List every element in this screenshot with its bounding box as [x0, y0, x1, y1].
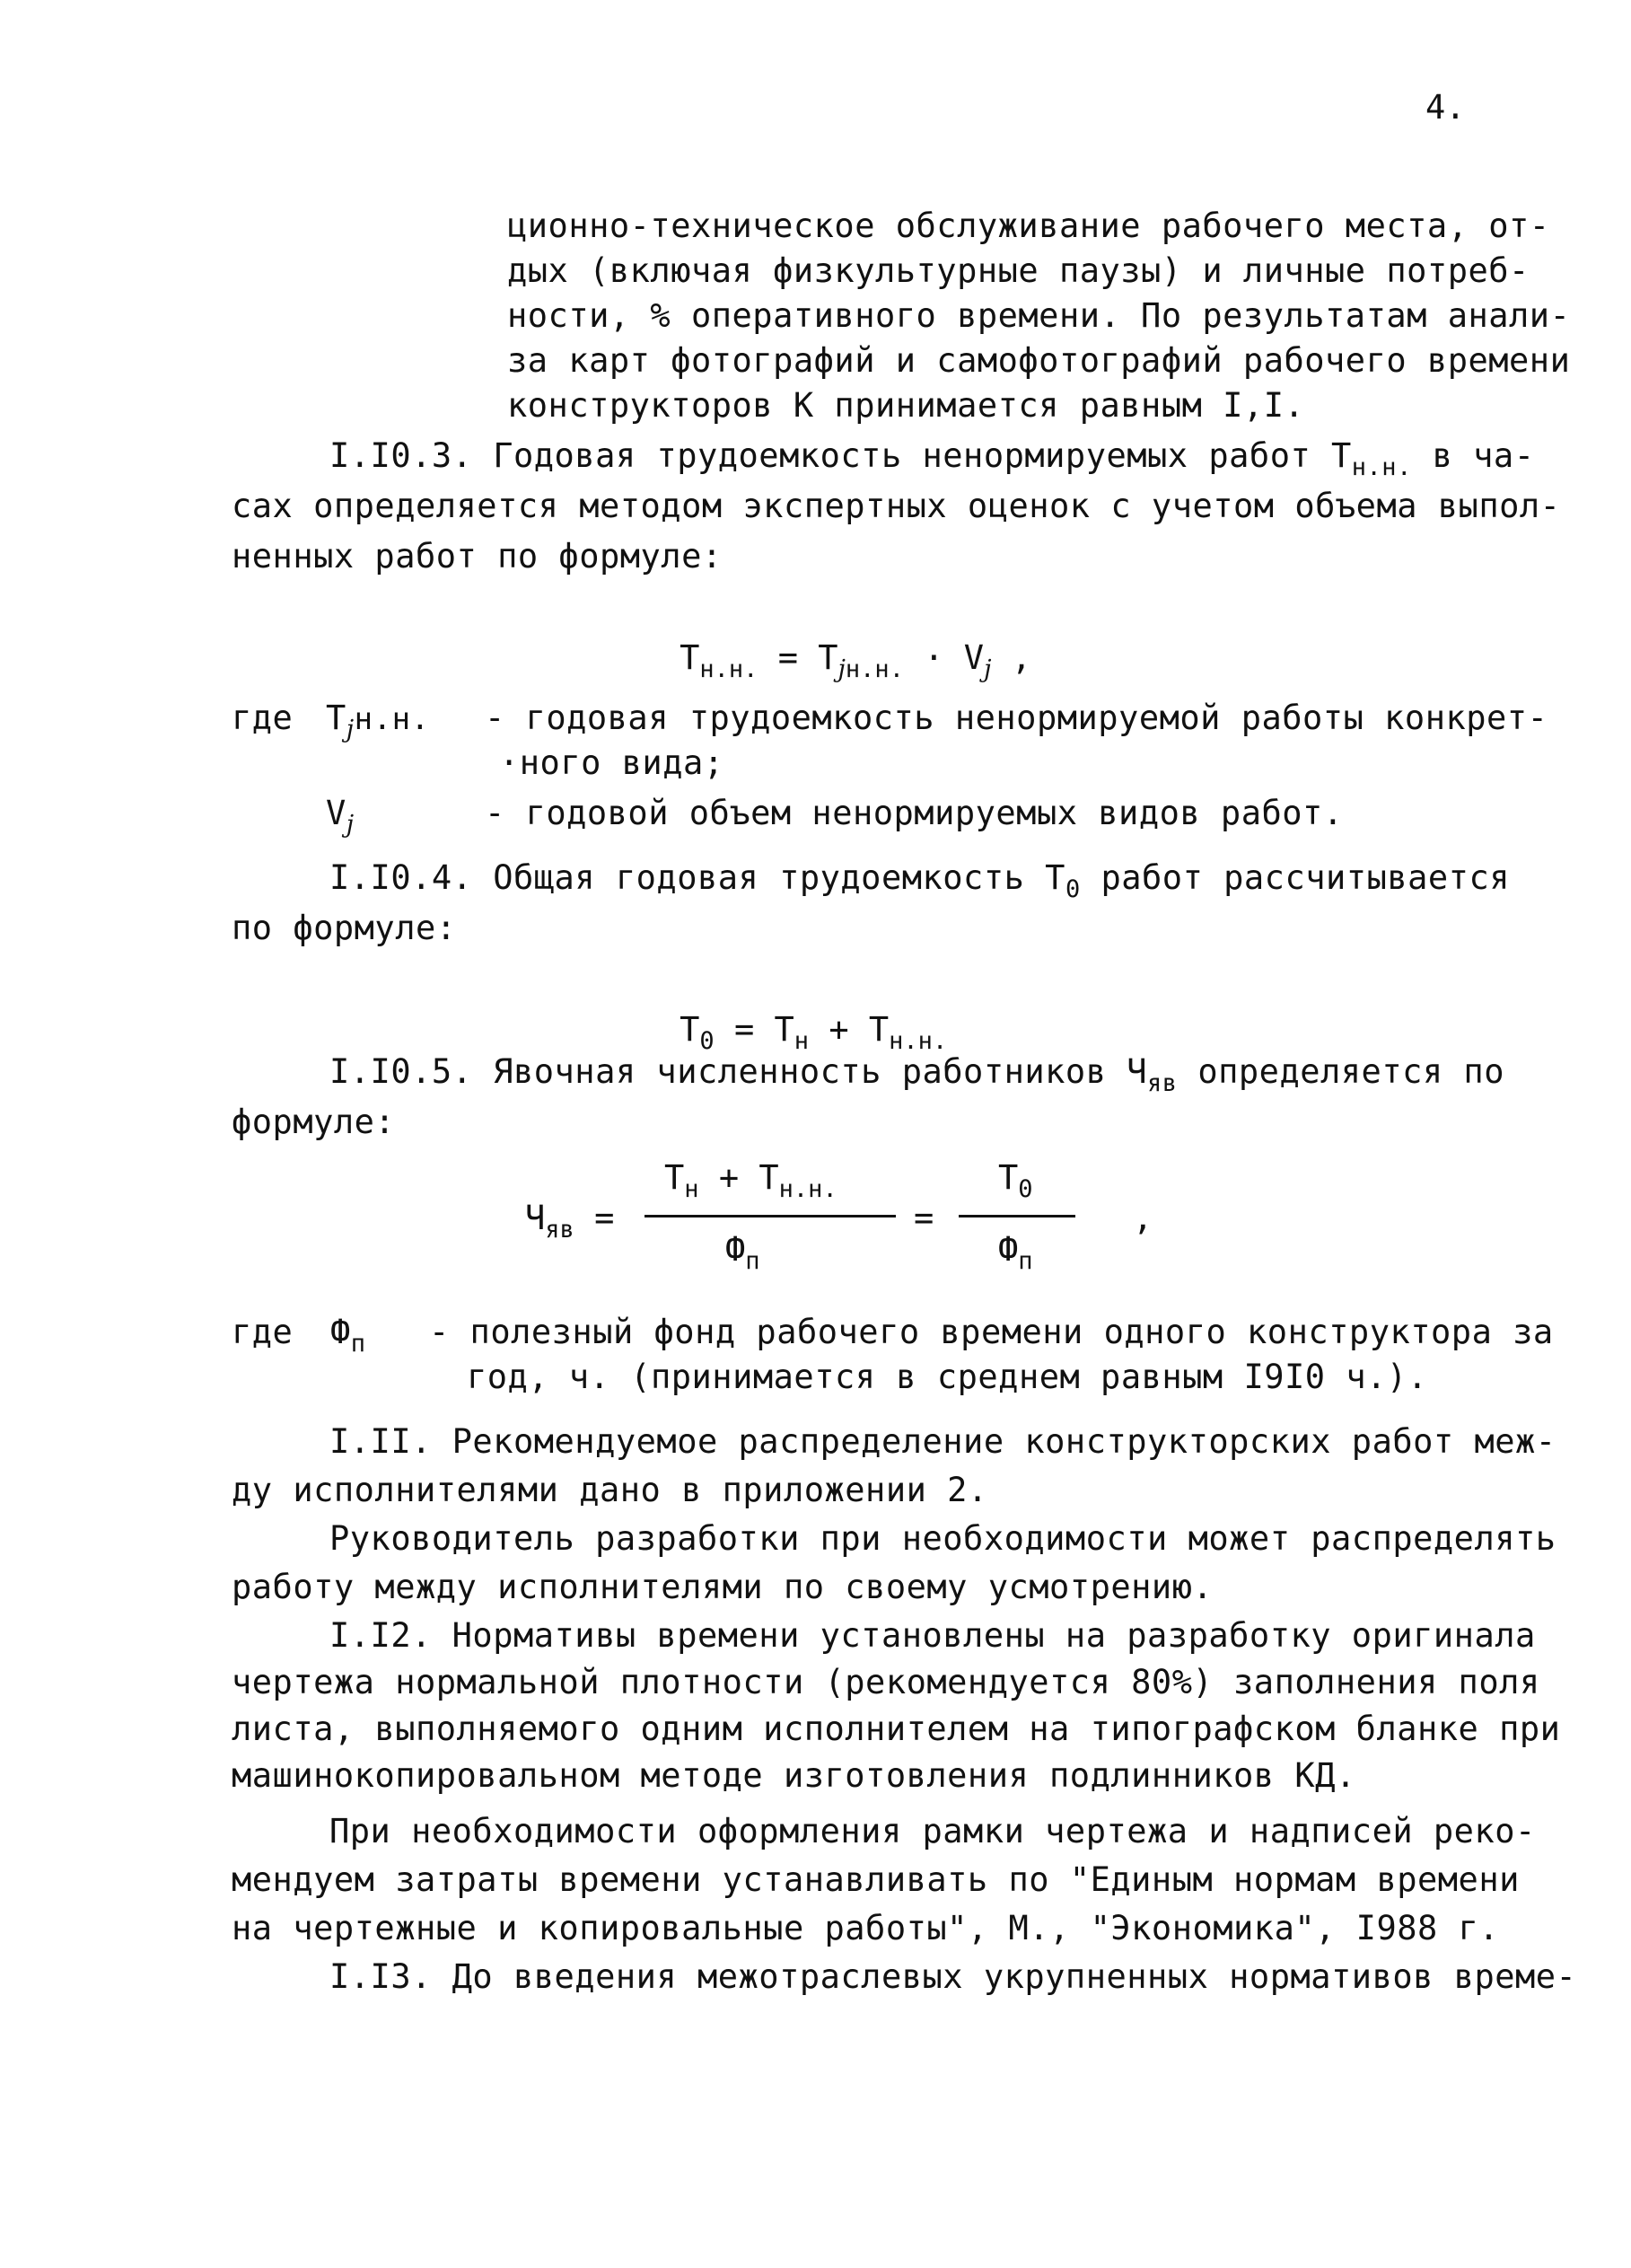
subscript: п	[745, 1247, 760, 1275]
symbol: Ф	[725, 1230, 746, 1269]
fraction-numerator	[664, 1158, 837, 1203]
text-line: листа, выполняемого одним исполнителем на типографском бланке при	[232, 1710, 1561, 1748]
text-line: ненных работ по формуле:	[232, 537, 723, 576]
subscript: 0	[1018, 1175, 1033, 1203]
defined-symbol	[326, 792, 355, 839]
text-run: I.I0.3. Годовая трудоемкость ненормируемых работ Т	[329, 436, 1352, 475]
equals-sign: =	[733, 1010, 755, 1049]
symbol: Т	[998, 1158, 1019, 1197]
text-line: мендуем затраты времени устанавливать по "Единым нормам времени	[232, 1860, 1520, 1899]
definition-text: ·ного вида;	[499, 743, 724, 782]
subscript: н	[684, 1175, 699, 1203]
defined-symbol	[330, 1311, 366, 1358]
definition-text: - годовой объем ненормируемых видов работ.	[485, 794, 1344, 832]
symbol: Т	[774, 1010, 794, 1049]
clause-1-11: I.II. Рекомендуемое распределение конструкторских работ меж-	[329, 1422, 1556, 1461]
page-number: 4.	[1425, 88, 1466, 127]
where-label: где	[232, 1313, 294, 1351]
subscript: п	[1018, 1247, 1033, 1275]
text-line: ду исполнителями дано в приложении 2.	[232, 1471, 988, 1509]
text-line: конструкторов К принимается равным I,I.	[507, 386, 1305, 425]
symbol: V	[326, 794, 346, 832]
fraction-bar	[645, 1215, 896, 1218]
formula-headcount-lhs	[525, 1199, 615, 1244]
subscript: н.н.	[778, 1175, 837, 1203]
text-line: работу между исполнителями по своему усмотрению.	[232, 1568, 1214, 1606]
subscript: j	[984, 655, 992, 683]
plus-sign: +	[718, 1158, 740, 1197]
subscript: п	[350, 1330, 366, 1358]
symbol: Ф	[330, 1313, 351, 1351]
subscript: н	[794, 1027, 810, 1055]
text-run: в ча-	[1411, 436, 1535, 475]
symbol: Ф	[998, 1230, 1019, 1269]
symbol: Т	[326, 699, 346, 737]
text-run: работ рассчитывается	[1080, 858, 1510, 897]
subscript: j	[346, 716, 355, 743]
fraction-bar	[959, 1215, 1075, 1218]
symbol: Т	[664, 1158, 685, 1197]
text-line: сах определяется методом экспертных оценок с учетом объема выпол-	[232, 487, 1561, 525]
clause-1-12: I.I2. Нормативы времени установлены на разработку оригинала	[329, 1616, 1536, 1655]
clause-1-13: I.I3. До введения межотраслевых укрупненных нормативов време-	[329, 1957, 1577, 1996]
definition-text: год, ч. (принимается в среднем равным I9I0 ч.).	[467, 1358, 1428, 1396]
clause-1-10-3	[329, 435, 1535, 481]
text-line: ности, % оперативного времени. По результатам анали-	[507, 296, 1571, 335]
definition-text: - полезный фонд рабочего времени одного конструктора за	[429, 1313, 1554, 1351]
fraction-numerator	[998, 1158, 1033, 1203]
text-run: I.I0.5. Явочная численность работников Ч	[329, 1052, 1148, 1091]
where-label: где	[232, 699, 294, 737]
subscript: н.н.	[354, 701, 430, 737]
subscript: н.н.	[699, 655, 759, 683]
symbol: Т	[759, 1158, 779, 1197]
dot-operator: ·	[924, 638, 944, 677]
text-line: машинокопировальном методе изготовления подлинников КД.	[232, 1756, 1356, 1795]
subscript: н.н.	[845, 655, 904, 683]
subscript: н.н.	[889, 1027, 948, 1055]
symbol: Т	[868, 1010, 890, 1049]
subscript: 0	[1065, 875, 1081, 903]
plus-sign: +	[829, 1010, 849, 1049]
symbol: Т	[680, 638, 700, 677]
definition-text: - годовая трудоемкость ненормируемой работы конкрет-	[485, 699, 1548, 737]
symbol: Ч	[525, 1199, 546, 1237]
text-line: дых (включая физкультурные паузы) и личные потреб-	[507, 251, 1530, 290]
text-run: определяется по	[1177, 1052, 1504, 1091]
text-line: по формуле:	[232, 909, 457, 947]
subscript: j	[837, 655, 846, 683]
text-line: формуле:	[232, 1103, 396, 1141]
equals-sign: =	[914, 1199, 934, 1237]
clause-1-10-5	[329, 1050, 1504, 1097]
text-line: чертежа нормальной плотности (рекомендуется 80%) заполнения поля	[232, 1663, 1540, 1701]
fraction-denominator	[998, 1230, 1033, 1275]
subscript: н.н.	[1351, 453, 1412, 481]
symbol: Т	[818, 638, 838, 677]
subscript: яв	[545, 1216, 574, 1244]
text-line: на чертежные и копировальные работы", М., "Экономика", I988 г.	[232, 1909, 1500, 1947]
symbol: Т	[680, 1010, 700, 1049]
text-line: за карт фотографий и самофотографий рабочего времени	[507, 341, 1571, 380]
punctuation: ,	[1133, 1199, 1153, 1237]
symbol: V	[963, 638, 985, 677]
subscript: 0	[699, 1027, 715, 1055]
text-line: При необходимости оформления рамки чертежа и надписей реко-	[329, 1812, 1536, 1850]
subscript: яв	[1147, 1069, 1178, 1097]
text-run: I.I0.4. Общая годовая трудоемкость Т	[329, 858, 1065, 897]
equals-sign: =	[777, 638, 798, 677]
text-line: Руководитель разработки при необходимости может распределять	[329, 1519, 1556, 1558]
subscript: j	[346, 811, 355, 839]
equals-sign: =	[594, 1199, 615, 1237]
punctuation: ,	[1011, 638, 1032, 677]
fraction-denominator	[725, 1230, 760, 1275]
defined-symbol	[326, 697, 430, 741]
clause-1-10-4	[329, 857, 1510, 903]
text-line: ционно-техническое обслуживание рабочего места, от-	[507, 207, 1550, 245]
